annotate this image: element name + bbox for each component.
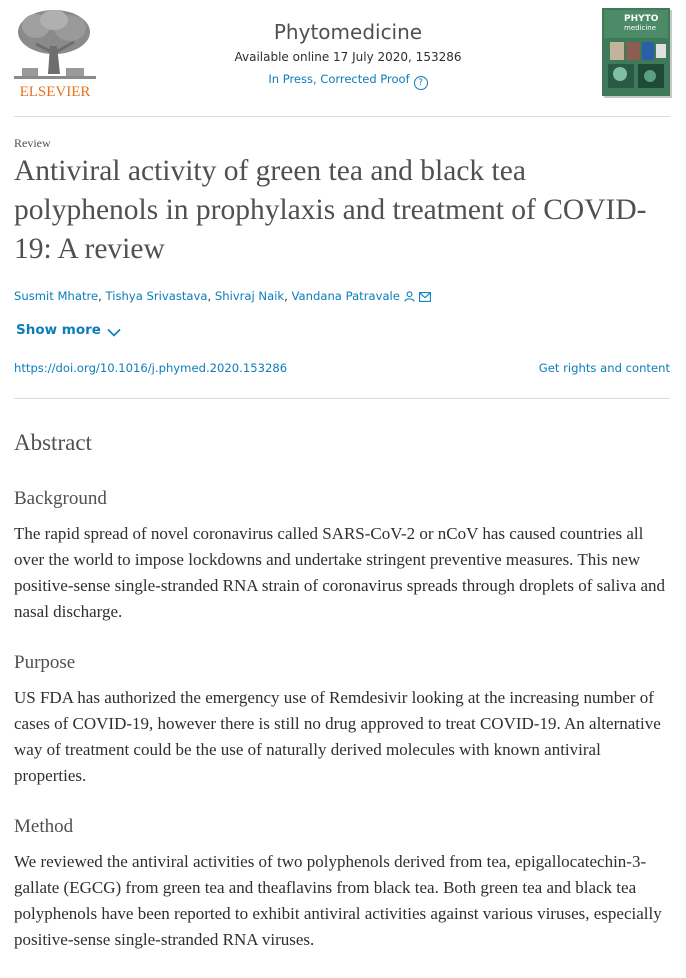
article-header xyxy=(0,0,686,118)
author-separator: , xyxy=(98,289,106,303)
journal-cover-art xyxy=(602,8,672,98)
article-status-label: In Press, Corrected Proof xyxy=(268,72,410,86)
publisher-name: ELSEVIER xyxy=(19,84,91,98)
section-text-purpose: US FDA has authorized the emergency use of Remdesivir looking at the increasing number of cases of COVID-19, however there is still no drug approved to treat COVID-19. An alternative way of treatment could be the use of naturally derived molecules with known antiviral properties. xyxy=(14,688,661,785)
elsevier-logo[interactable] xyxy=(14,8,96,98)
article-status[interactable] xyxy=(190,70,506,90)
section-heading-purpose: Purpose xyxy=(14,652,76,673)
author-separator: , xyxy=(284,289,292,303)
section-text-method: We reviewed the antiviral activities of two polyphenols derived from tea, epigallocatechin-3-gallate (EGCG) from green tea and theaflavins from black tea. Both green tea and black tea polyphenols have been reported to exhibit antiviral activities against various viruses, especially positive-sense single-stranded RNA viruses. xyxy=(14,852,662,949)
metadata-divider xyxy=(14,398,670,399)
header-divider xyxy=(14,116,670,117)
journal-cover-image[interactable] xyxy=(602,8,672,98)
show-more-button[interactable] xyxy=(16,322,121,338)
get-rights-link[interactable]: Get rights and content xyxy=(538,361,670,375)
section-heading-method: Method xyxy=(14,816,74,837)
elsevier-tree-icon xyxy=(14,8,96,98)
journal-info xyxy=(190,18,506,90)
section-heading-background: Background xyxy=(14,488,107,509)
cover-title-line1: PHYTO xyxy=(624,14,659,24)
person-icon[interactable] xyxy=(404,291,415,302)
article-type: Review xyxy=(14,136,51,150)
author-link[interactable]: Vandana Patravale xyxy=(291,289,400,303)
envelope-icon[interactable] xyxy=(419,292,431,302)
chevron-down-icon xyxy=(107,328,121,337)
abstract-heading: Abstract xyxy=(14,430,92,455)
availability-date: Available online 17 July 2020, 153286 xyxy=(234,50,462,64)
author-link[interactable]: Shivraj Naik xyxy=(214,289,285,303)
article-title: Antiviral activity of green tea and black tea polyphenols in prophylaxis and treatment of COVID-19: A review xyxy=(14,155,647,265)
question-circle-icon[interactable]: ? xyxy=(414,76,428,90)
author-link[interactable]: Susmit Mhatre xyxy=(14,289,99,303)
author-link[interactable]: Tishya Srivastava xyxy=(105,289,208,303)
author-separator: , xyxy=(207,289,215,303)
show-more-label: Show more xyxy=(16,322,101,338)
author-list xyxy=(14,289,431,303)
section-text-background: The rapid spread of novel coronavirus called SARS-CoV-2 or nCoV has caused countries all over the world to impose lockdowns and undertake stringent preventive measures. This new positive-sense single-stranded RNA strain of coronavirus spreads through droplets of saliva and nasal discharge. xyxy=(14,524,666,621)
cover-title-line2: medicine xyxy=(624,24,657,32)
journal-title-link[interactable]: Phytomedicine xyxy=(273,20,423,44)
doi-link[interactable]: https://doi.org/10.1016/j.phymed.2020.153286 xyxy=(14,361,288,375)
